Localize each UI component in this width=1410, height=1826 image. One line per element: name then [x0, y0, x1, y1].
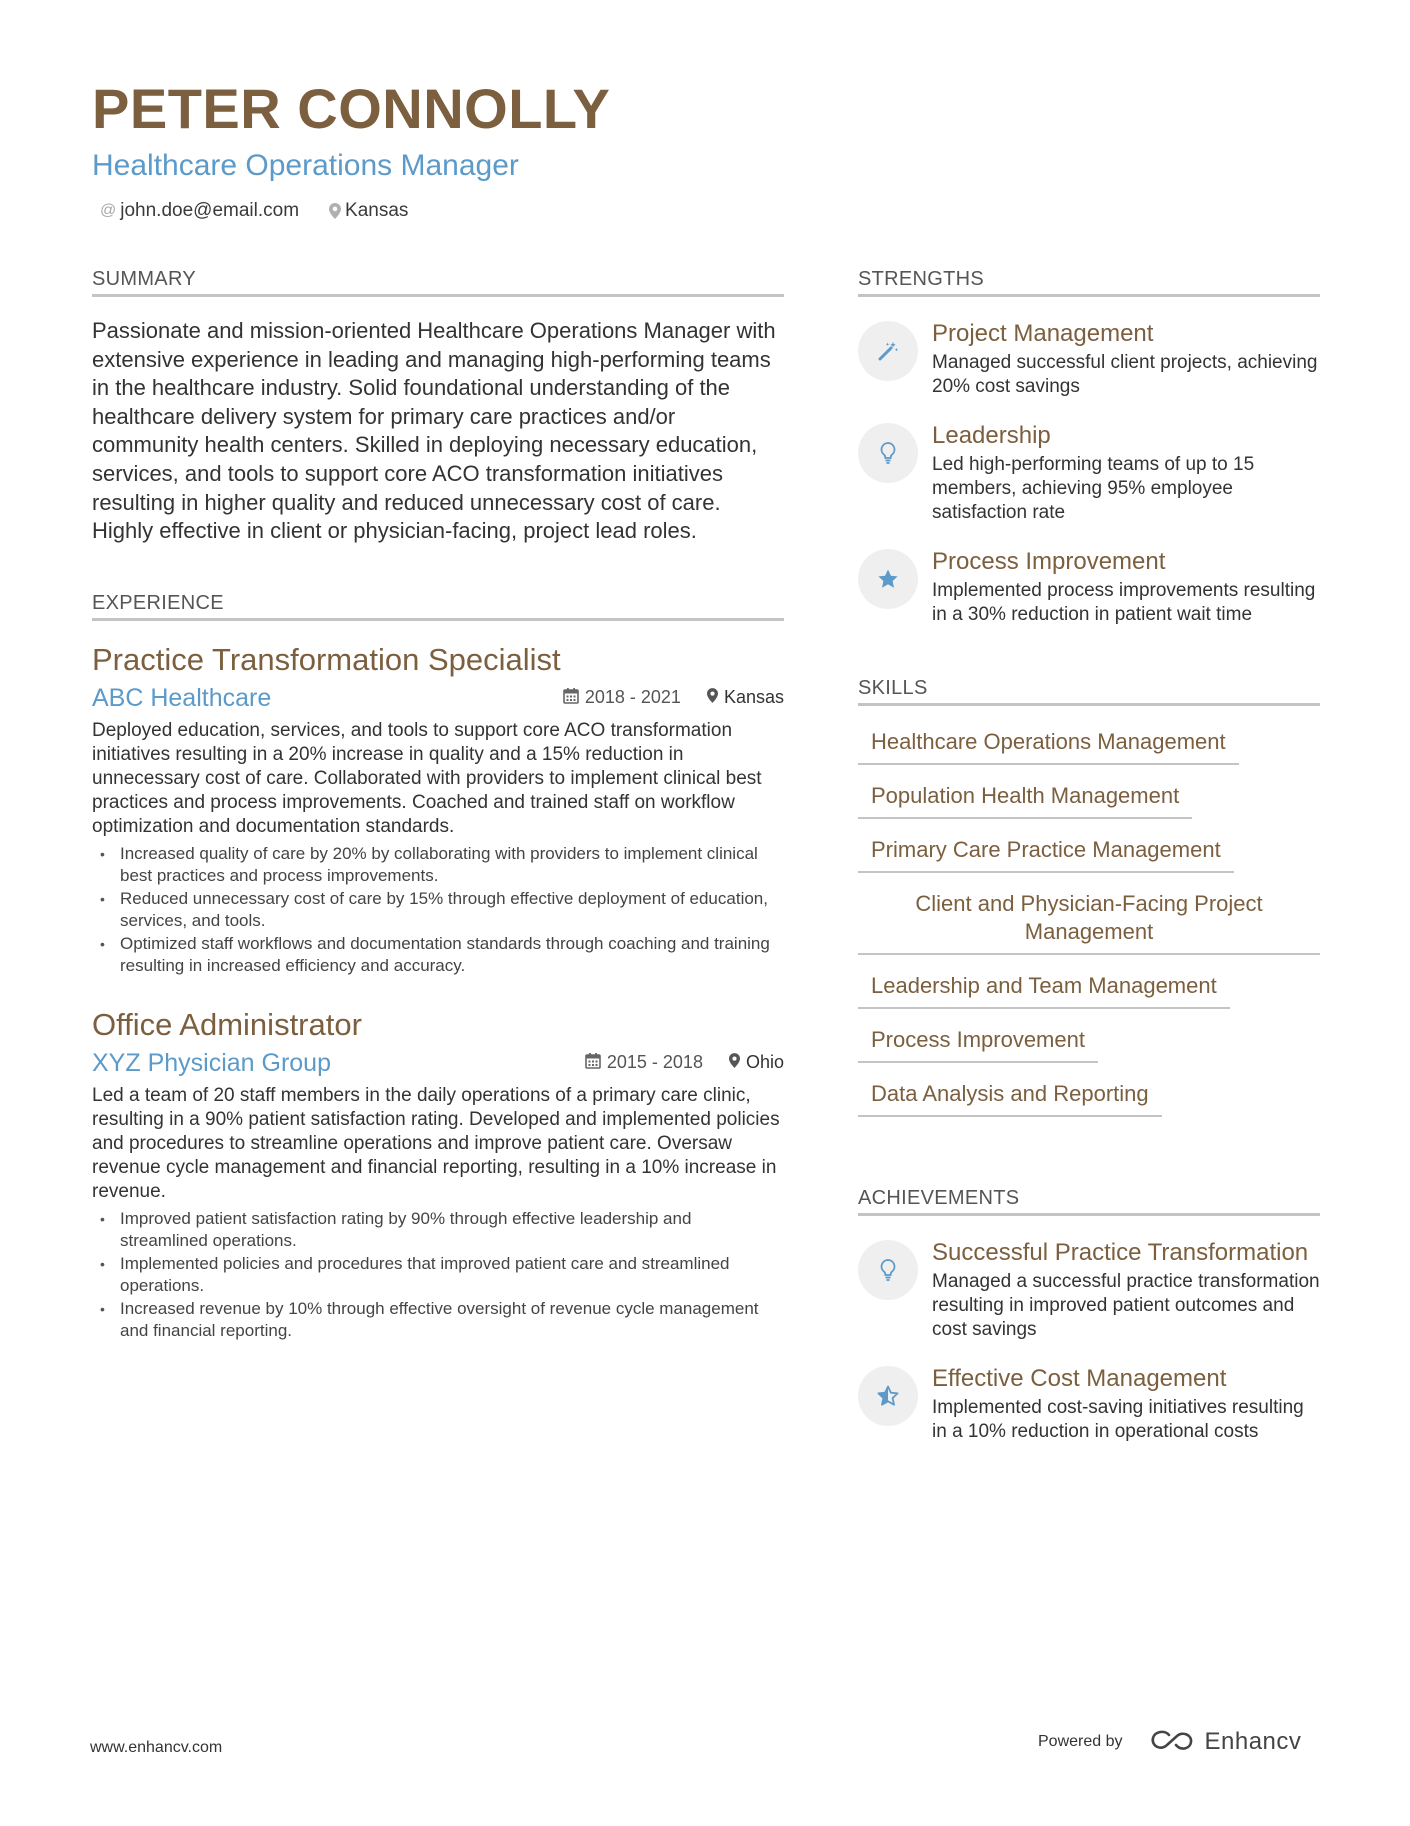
- job-meta-right: [563, 687, 784, 709]
- footer-branding: [1038, 1728, 1301, 1756]
- location-text: Kansas: [345, 200, 409, 221]
- candidate-name: PETER CONNOLLY: [92, 77, 611, 140]
- job-description: Deployed education, services, and tools to support core ACO transformation initiatives resulting in a 20% increase in quality and a 15% reduction in unnecessary cost of care. Collaborated with providers to implement clinical best practices and process improvements. Coached and trained staff on workflow optimization and documentation standards.: [92, 719, 762, 837]
- strength-desc: Implemented process improvements resulting in a 30% reduction in patient wait time: [932, 580, 1316, 625]
- bullet-item: • Increased quality of care by 20% by collaborating with providers to implement clinical best practices and process improvements.: [92, 843, 784, 888]
- job-dates: [585, 1052, 703, 1074]
- skill-list: [858, 724, 1320, 1117]
- powered-by-label: Powered by: [1038, 1733, 1123, 1750]
- strengths-heading: STRENGTHS: [858, 266, 1320, 297]
- skill-tag: Client and Physician-Facing Project Management: [858, 886, 1320, 955]
- strength-item: [858, 421, 1320, 525]
- job-title: Practice Transformation Specialist: [92, 641, 561, 677]
- map-pin-icon: [707, 687, 718, 708]
- achievement-desc: Managed a successful practice transformation resulting in improved patient outcomes and cost savings: [932, 1271, 1320, 1340]
- skills-section: [858, 675, 1320, 1117]
- job-meta: [92, 681, 784, 715]
- at-icon: @: [100, 202, 117, 219]
- job-bullets: [92, 1208, 784, 1343]
- strength-title: Process Improvement: [932, 548, 1166, 575]
- calendar-icon: [585, 1052, 601, 1074]
- strength-item: [858, 547, 1320, 627]
- skill-tag: Process Improvement: [858, 1022, 1098, 1063]
- job-bullets: [92, 843, 784, 978]
- summary-section: [92, 266, 784, 546]
- email-text: john.doe@email.com: [120, 200, 300, 221]
- bullet-item: • Improved patient satisfaction rating by 90% through effective leadership and streamlined operations.: [92, 1208, 784, 1253]
- resume-header: [92, 72, 1322, 222]
- skills-heading: SKILLS: [858, 675, 1320, 706]
- skill-tag: Healthcare Operations Management: [858, 724, 1239, 765]
- location-text: Ohio: [745, 1052, 784, 1073]
- bullet-item: • Optimized staff workflows and documentation standards through coaching and training resulting in increased efficiency and accuracy.: [92, 933, 784, 978]
- lightbulb-icon: [858, 1240, 918, 1300]
- achievement-body: [932, 1364, 1320, 1444]
- achievements-section: [858, 1185, 1320, 1444]
- job-dates: [563, 687, 681, 709]
- skill-tag: Leadership and Team Management: [858, 968, 1230, 1009]
- skill-tag: Data Analysis and Reporting: [858, 1076, 1162, 1117]
- achievement-item: [858, 1364, 1320, 1444]
- job-description: Led a team of 20 staff members in the daily operations of a primary care clinic, resulting in a 90% patient satisfaction rating. Developed and implemented policies and procedures to streamline operations and improve patient care. Oversaw revenue cycle management and financial reporting, resulting in a 10% increase in revenue.: [92, 1084, 780, 1202]
- summary-heading: SUMMARY: [92, 266, 784, 297]
- lightbulb-icon: [858, 423, 918, 483]
- summary-text: Passionate and mission-oriented Healthcare Operations Manager with extensive experience in leading and managing high-performing teams in the healthcare industry. Solid foundational understanding of the healthcare delivery system for primary care practices and/or community health centers. Skilled in deploying necessary education, services, and tools to support core ACO transformation initiatives resulting in higher quality and reduced unnecessary cost of care. Highly effective in client or physician-facing, project lead roles.: [92, 318, 776, 544]
- location-text: Kansas: [723, 687, 784, 708]
- company-name: XYZ Physician Group: [92, 1048, 331, 1077]
- strength-title: Leadership: [932, 422, 1051, 449]
- contact-info: [100, 200, 1322, 222]
- magic-wand-icon: [858, 321, 918, 381]
- enhancv-logo-icon: [1149, 1729, 1197, 1755]
- calendar-icon: [563, 687, 579, 709]
- bullet-item: • Implemented policies and procedures that improved patient care and streamlined operations.: [92, 1253, 784, 1298]
- footer-website[interactable]: www.enhancv.com: [90, 1739, 223, 1756]
- map-pin-icon: [729, 1052, 740, 1073]
- job-entry: [92, 641, 784, 978]
- left-column: [92, 266, 784, 1343]
- achievements-heading: ACHIEVEMENTS: [858, 1185, 1320, 1216]
- strength-title: Project Management: [932, 320, 1154, 347]
- job-meta: [92, 1046, 784, 1080]
- job-entry: [92, 1006, 784, 1343]
- achievement-title: Effective Cost Management: [932, 1365, 1227, 1392]
- contact-location: [329, 200, 408, 222]
- bullet-item: • Reduced unnecessary cost of care by 15% through effective deployment of education, services, and tools.: [92, 888, 784, 933]
- dates-text: 2018 - 2021: [584, 687, 681, 708]
- bullet-item: • Increased revenue by 10% through effective oversight of revenue cycle management and financial reporting.: [92, 1298, 784, 1343]
- achievement-body: [932, 1238, 1320, 1342]
- strength-body: [932, 319, 1320, 399]
- star-icon: [858, 549, 918, 609]
- map-pin-icon: [329, 203, 341, 219]
- right-column: [858, 266, 1320, 1444]
- candidate-title: Healthcare Operations Manager: [92, 149, 519, 182]
- dates-text: 2015 - 2018: [606, 1052, 703, 1073]
- job-location: [729, 1052, 784, 1073]
- strength-body: [932, 547, 1320, 627]
- achievement-item: [858, 1238, 1320, 1342]
- job-meta-right: [585, 1052, 784, 1074]
- skill-tag: Primary Care Practice Management: [858, 832, 1234, 873]
- skill-tag: Population Health Management: [858, 778, 1192, 819]
- star-half-icon: [858, 1366, 918, 1426]
- strength-desc: Led high-performing teams of up to 15 members, achieving 95% employee satisfaction rate: [932, 454, 1255, 523]
- contact-email[interactable]: [100, 200, 299, 222]
- job-location: [707, 687, 784, 708]
- enhancv-logo[interactable]: [1149, 1728, 1302, 1756]
- brand-name: Enhancv: [1204, 1728, 1302, 1755]
- strengths-section: [858, 266, 1320, 627]
- company-name: ABC Healthcare: [92, 683, 272, 712]
- experience-section: [92, 590, 784, 1343]
- strength-desc: Managed successful client projects, achieving 20% cost savings: [932, 352, 1318, 397]
- achievement-title: Successful Practice Transformation: [932, 1239, 1309, 1266]
- experience-heading: EXPERIENCE: [92, 590, 784, 621]
- strength-body: [932, 421, 1320, 525]
- achievement-desc: Implemented cost-saving initiatives resulting in a 10% reduction in operational costs: [932, 1397, 1304, 1442]
- job-title: Office Administrator: [92, 1006, 362, 1042]
- strength-item: [858, 319, 1320, 399]
